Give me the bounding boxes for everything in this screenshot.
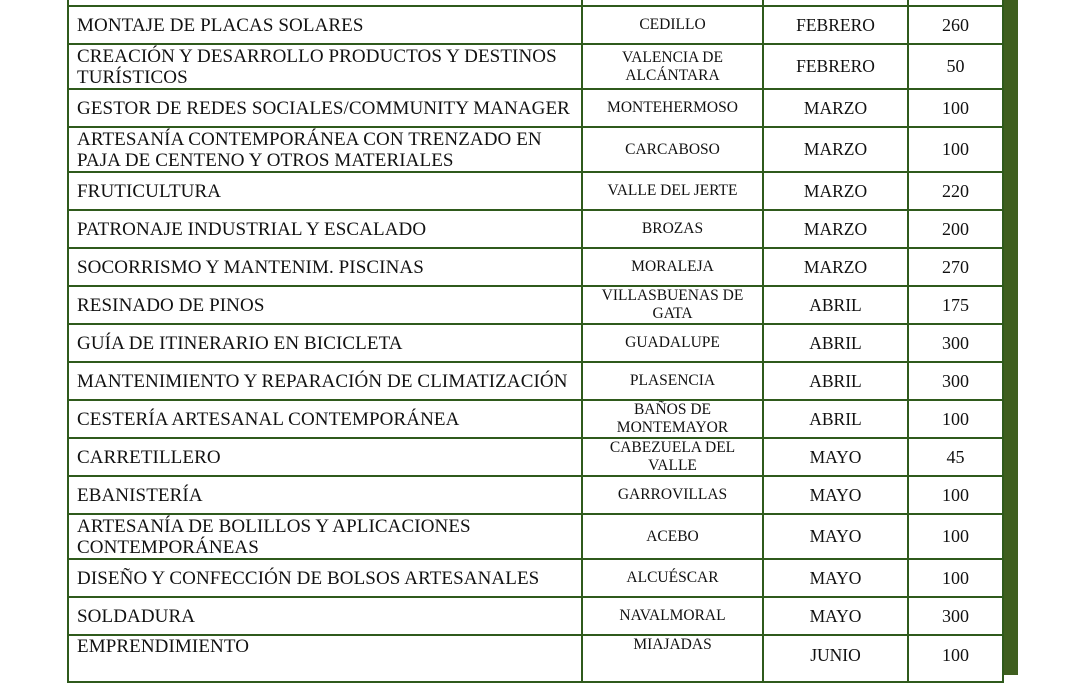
course-name-cell: MONTAJE DE PLACAS SOLARES (68, 6, 582, 44)
course-location-cell: CEDILLO (582, 6, 763, 44)
course-hours-cell: 270 (908, 248, 1003, 286)
course-location-cell: CARCABOSO (582, 127, 763, 172)
course-hours-cell: 100 (908, 514, 1003, 559)
course-month-cell: MAYO (763, 597, 908, 635)
course-hours-cell: 100 (908, 89, 1003, 127)
course-name-cell: CARRETILLERO (68, 438, 582, 476)
course-location-cell: ALCUÉSCAR (582, 559, 763, 597)
course-month-cell: MAYO (763, 476, 908, 514)
table-row (68, 6, 1003, 44)
table-row (68, 514, 1003, 559)
course-hours-cell: 200 (908, 210, 1003, 248)
table-row (68, 324, 1003, 362)
course-location-cell: CABEZUELA DEL VALLE (582, 438, 763, 476)
course-table (67, 0, 1004, 683)
course-month-cell: ABRIL (763, 400, 908, 438)
course-name-cell: EBANISTERÍA (68, 476, 582, 514)
course-name-cell: CREACIÓN Y DESARROLLO PRODUCTOS Y DESTINOS TURÍSTICOS (68, 44, 582, 89)
table-row (68, 172, 1003, 210)
course-name-cell: GESTOR DE REDES SOCIALES/COMMUNITY MANAGER (68, 89, 582, 127)
course-month-cell: MAYO (763, 438, 908, 476)
course-hours-cell: 50 (908, 44, 1003, 89)
table-row (68, 597, 1003, 635)
course-location-cell: BAÑOS DE MONTEMAYOR (582, 400, 763, 438)
course-name-cell: MANTENIMIENTO Y REPARACIÓN DE CLIMATIZACIÓN (68, 362, 582, 400)
course-name-cell: FRUTICULTURA (68, 172, 582, 210)
course-hours-cell: 300 (908, 597, 1003, 635)
course-month-cell: MAYO (763, 514, 908, 559)
course-location-cell: MIAJADAS (582, 635, 763, 682)
course-month-cell: ABRIL (763, 324, 908, 362)
table-row (68, 44, 1003, 89)
course-month-cell: MARZO (763, 248, 908, 286)
table-row (68, 476, 1003, 514)
course-hours-cell: 220 (908, 172, 1003, 210)
course-location-cell: NAVALMORAL (582, 597, 763, 635)
course-location-cell: VALENCIA DE ALCÁNTARA (582, 44, 763, 89)
course-hours-cell: 100 (908, 476, 1003, 514)
course-location-cell: ACEBO (582, 514, 763, 559)
course-month-cell: MARZO (763, 172, 908, 210)
table-row (68, 210, 1003, 248)
course-hours-cell: 300 (908, 324, 1003, 362)
course-month-cell: FEBRERO (763, 44, 908, 89)
course-hours-cell: 300 (908, 362, 1003, 400)
course-month-cell: FEBRERO (763, 6, 908, 44)
course-hours-cell: 175 (908, 286, 1003, 324)
course-name-cell: ARTESANÍA CONTEMPORÁNEA CON TRENZADO EN PAJA DE CENTENO Y OTROS MATERIALES (68, 127, 582, 172)
course-month-cell: MARZO (763, 210, 908, 248)
course-month-cell: MARZO (763, 127, 908, 172)
course-hours-cell: 100 (908, 400, 1003, 438)
course-location-cell: PLASENCIA (582, 362, 763, 400)
course-month-cell: ABRIL (763, 362, 908, 400)
table-row (68, 89, 1003, 127)
table-row (68, 286, 1003, 324)
course-name-cell: EMPRENDIMIENTO (68, 635, 582, 682)
course-hours-cell: 100 (908, 635, 1003, 682)
course-hours-cell: 260 (908, 6, 1003, 44)
course-hours-cell: 45 (908, 438, 1003, 476)
course-name-cell: DISEÑO Y CONFECCIÓN DE BOLSOS ARTESANALES (68, 559, 582, 597)
course-name-cell: GUÍA DE ITINERARIO EN BICICLETA (68, 324, 582, 362)
course-location-cell: GUADALUPE (582, 324, 763, 362)
table-row (68, 559, 1003, 597)
course-name-cell: SOCORRISMO Y MANTENIM. PISCINAS (68, 248, 582, 286)
course-month-cell: JUNIO (763, 635, 908, 682)
course-location-cell: MORALEJA (582, 248, 763, 286)
course-hours-cell: 100 (908, 127, 1003, 172)
course-location-cell: GARROVILLAS (582, 476, 763, 514)
course-location-cell: VILLASBUENAS DE GATA (582, 286, 763, 324)
table-row (68, 248, 1003, 286)
course-name-cell: PATRONAJE INDUSTRIAL Y ESCALADO (68, 210, 582, 248)
course-location-cell: BROZAS (582, 210, 763, 248)
course-month-cell: MARZO (763, 89, 908, 127)
table-row (68, 362, 1003, 400)
course-name-cell: RESINADO DE PINOS (68, 286, 582, 324)
course-name-cell: SOLDADURA (68, 597, 582, 635)
side-decorative-band (1002, 0, 1018, 675)
course-hours-cell: 100 (908, 559, 1003, 597)
course-location-cell: VALLE DEL JERTE (582, 172, 763, 210)
table-row (68, 438, 1003, 476)
course-month-cell: ABRIL (763, 286, 908, 324)
course-name-cell: CESTERÍA ARTESANAL CONTEMPORÁNEA (68, 400, 582, 438)
course-table-container (67, 0, 1002, 683)
course-location-cell: MONTEHERMOSO (582, 89, 763, 127)
course-name-cell: ARTESANÍA DE BOLILLOS Y APLICACIONES CONTEMPORÁNEAS (68, 514, 582, 559)
table-row (68, 127, 1003, 172)
course-month-cell: MAYO (763, 559, 908, 597)
table-row (68, 400, 1003, 438)
